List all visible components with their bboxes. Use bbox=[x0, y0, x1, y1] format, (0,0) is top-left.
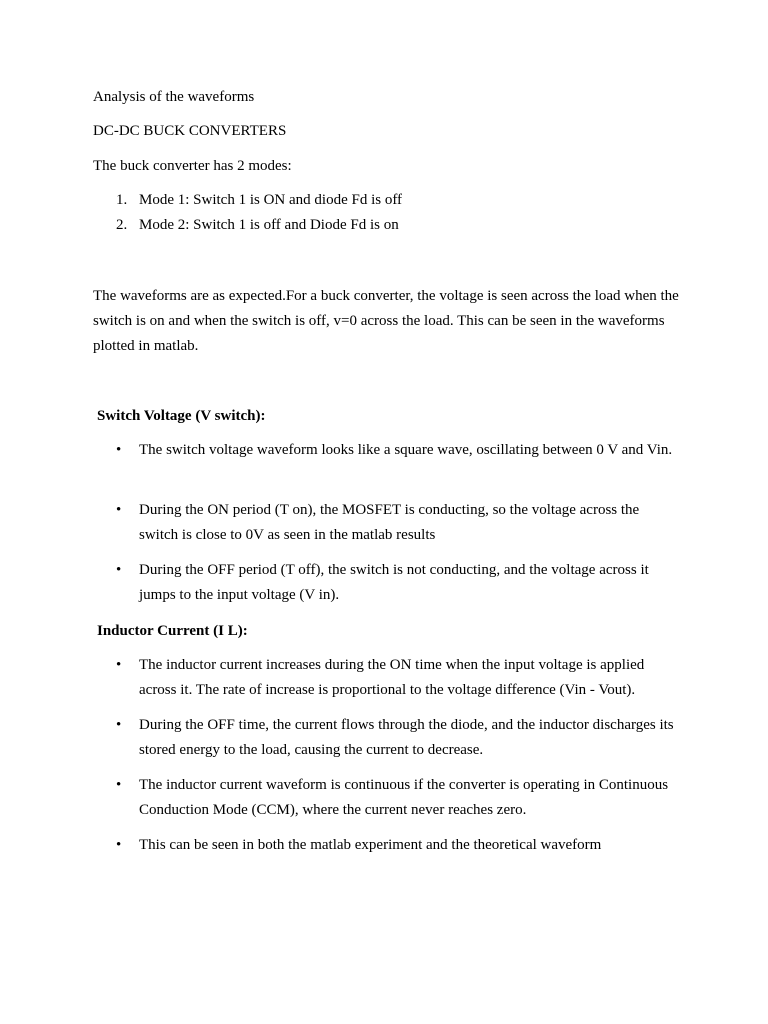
inductor-current-heading: Inductor Current (I L): bbox=[97, 623, 248, 639]
inductor-bullet-item bbox=[116, 773, 676, 823]
inductor-bullet-item bbox=[116, 653, 676, 703]
intro-text: The buck converter has 2 modes: bbox=[93, 158, 292, 174]
switch-bullet-item bbox=[116, 558, 676, 608]
bullet-marker: • bbox=[116, 837, 122, 853]
bullet-text: During the OFF period (T off), the switch is not conducting, and the voltage across it jumps to the input voltage (V in). bbox=[139, 562, 649, 603]
mode-list-item bbox=[116, 213, 676, 238]
mode-list-item bbox=[116, 188, 676, 213]
list-number: 2. bbox=[116, 217, 128, 233]
bullet-marker: • bbox=[116, 657, 122, 673]
bullet-text: The inductor current waveform is continuous if the converter is operating in Continuous Conduction Mode (CCM), where the current never reaches zero. bbox=[139, 777, 669, 818]
bullet-marker: • bbox=[116, 442, 122, 458]
document-subtitle: DC-DC BUCK CONVERTERS bbox=[93, 123, 287, 139]
switch-bullet-item bbox=[116, 438, 676, 463]
list-number: 1. bbox=[116, 192, 128, 208]
bullet-marker: • bbox=[116, 717, 122, 733]
body-paragraph: The waveforms are as expected.For a buck converter, the voltage is seen across the load when the switch is on and when the switch is off, v=0 across the load. This can be seen in the waveforms plotted in matlab. bbox=[93, 288, 679, 354]
bullet-text: This can be seen in both the matlab experiment and the theoretical waveform bbox=[139, 837, 602, 853]
list-text: Mode 2: Switch 1 is off and Diode Fd is on bbox=[139, 217, 399, 233]
bullet-marker: • bbox=[116, 562, 122, 578]
bullet-text: During the ON period (T on), the MOSFET is conducting, so the voltage across the switch is close to 0V as seen in the matlab results bbox=[139, 502, 640, 543]
document-title: Analysis of the waveforms bbox=[93, 89, 255, 105]
bullet-marker: • bbox=[116, 777, 122, 793]
inductor-bullet-item bbox=[116, 833, 676, 858]
bullet-text: The inductor current increases during the ON time when the input voltage is applied across it. The rate of increase is proportional to the voltage difference (Vin - Vout). bbox=[139, 657, 645, 698]
list-text: Mode 1: Switch 1 is ON and diode Fd is off bbox=[139, 192, 403, 208]
bullet-text: The switch voltage waveform looks like a square wave, oscillating between 0 V and Vin. bbox=[139, 442, 673, 458]
bullet-marker: • bbox=[116, 502, 122, 518]
switch-voltage-heading: Switch Voltage (V switch): bbox=[97, 408, 266, 424]
inductor-bullet-item bbox=[116, 713, 676, 763]
bullet-text: During the OFF time, the current flows through the diode, and the inductor discharges its stored energy to the load, causing the current to decrease. bbox=[139, 717, 674, 758]
switch-bullet-item bbox=[116, 498, 676, 548]
